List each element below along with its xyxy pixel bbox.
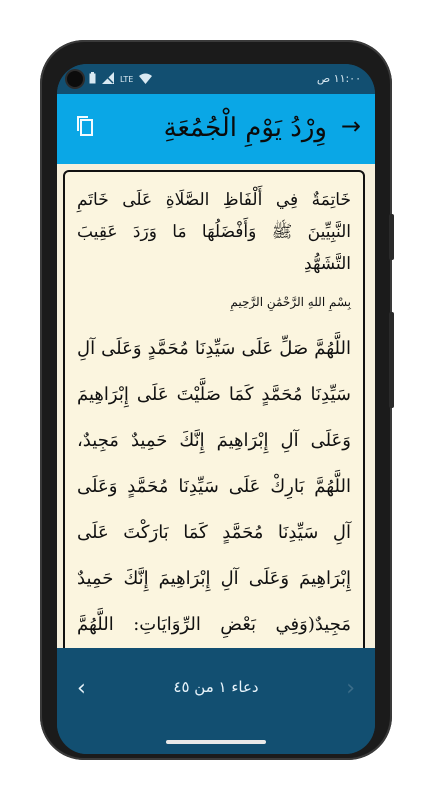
status-time: ١١:٠٠ ص <box>316 72 361 85</box>
prayer-card <box>63 170 365 730</box>
copy-icon[interactable] <box>73 114 97 138</box>
power-button <box>389 214 394 260</box>
app-bar <box>57 94 375 164</box>
lte-icon: LTE <box>120 75 134 84</box>
chevron-right-icon[interactable]: › <box>346 676 355 701</box>
page-title: وِرْدُ يَوْمِ الْجُمُعَةِ <box>163 113 327 143</box>
home-indicator[interactable] <box>166 740 266 744</box>
prayer-counter: دعاء ١ من ٤٥ <box>173 678 259 696</box>
prayer-scroll[interactable] <box>65 172 363 648</box>
chevron-left-icon[interactable]: ‹ <box>77 676 86 701</box>
battery-icon <box>89 72 96 87</box>
camera-icon <box>67 71 83 87</box>
arrow-right-icon[interactable]: → <box>340 112 361 140</box>
screen <box>57 64 375 754</box>
bottom-nav-bar <box>57 648 375 754</box>
volume-button <box>389 312 394 408</box>
section-heading: خَاتِمَةٌ فِي أَلْفَاظِ الصَّلَاةِ عَلَى خَاتَمِ النَّبِيِّينَ ﷺ وَأَفْضَلُهَا مَا وَرَدَ عَقِيبَ التَّشَهُّدِ <box>77 190 351 274</box>
basmala: بِسْمِ اللهِ الرَّحْمَٰنِ الرَّحِيمِ <box>230 295 351 309</box>
no-signal-icon <box>102 72 114 87</box>
wifi-icon <box>139 73 152 87</box>
prayer-text: اللَّهُمَّ صَلِّ عَلَى سَيِّدِنَا مُحَمَّدٍ وَعَلَى آلِ سَيِّدِنَا مُحَمَّدٍ كَمَا صَلَّيْتَ عَلَى إِبْرَاهِيمَ وَعَلَى آلِ إِبْرَاهِيمَ إِنَّكَ حَمِيدٌ مَجِيدٌ، اللَّهُمَّ بَارِكْ عَلَى سَيِّدِنَا مُحَمَّدٍ وَعَلَى آلِ سَيِّدِنَا مُحَمَّدٍ كَمَا بَارَكْتَ عَلَى إِبْرَاهِيمَ وَعَلَى آلِ إِبْرَاهِيمَ إِنَّكَ حَمِيدٌ مَجِيدٌ(وَفِي بَعْضِ الرِّوَايَاتِ: اللَّهُمَّ <box>77 338 351 635</box>
status-icons <box>89 72 152 87</box>
status-bar <box>57 64 375 94</box>
